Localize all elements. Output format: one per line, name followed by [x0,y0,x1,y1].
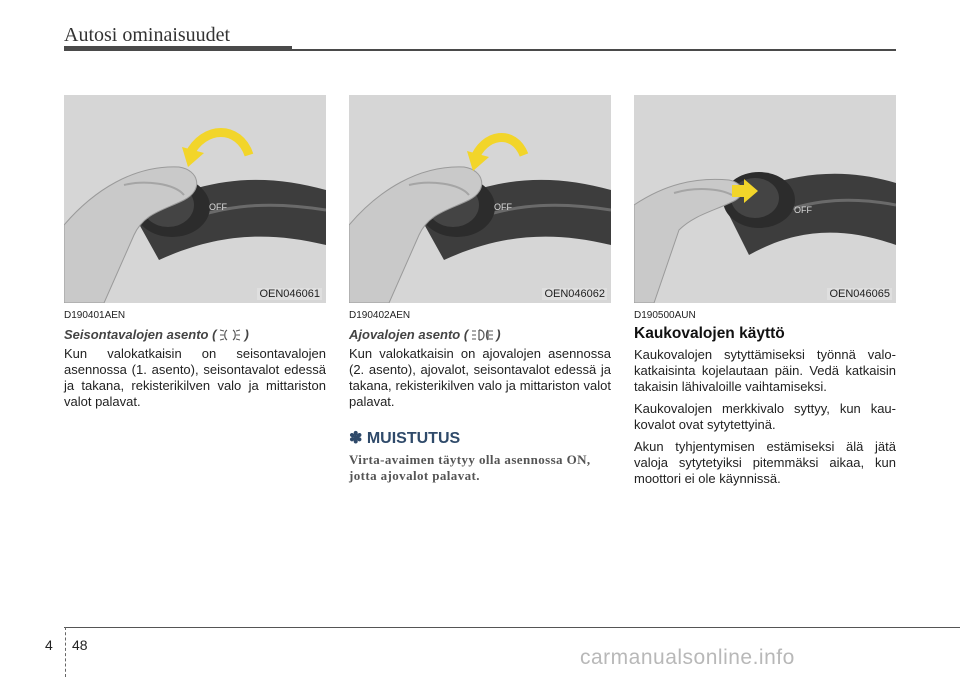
column-parking-lights [64,95,326,410]
svg-text:OFF: OFF [209,202,227,212]
header-rule-thick [64,46,292,51]
svg-text:OFF: OFF [494,202,512,212]
body-paragraph: Kaukovalojen sytyttämiseksi työnnä valokatkaisinta kojelautaan päin. Vedä katkaisin takaisin lähivaloille vaihtamiseksi. [634,347,896,394]
figure-code: OEN046062 [544,288,605,300]
subheading-prefix: Ajovalojen asento ( [349,327,469,342]
page-number: 48 [72,637,88,653]
column-headlights [349,95,611,484]
figure-code: OEN046065 [829,288,890,300]
note-text: Virta-avaimen täytyy olla asennossa ON, jotta ajovalot palavat. [349,452,591,483]
svg-text:OFF: OFF [794,205,812,215]
subheading [64,327,326,342]
subheading-suffix: ) [496,327,501,342]
section-title: Autosi ominaisuudet [64,24,231,46]
subheading [349,327,611,342]
footer-divider [65,627,66,677]
column-high-beam [634,95,896,487]
body-paragraph: Kun valokatkaisin on ajovalojen asennossa (2. asento), ajovalot, seisontavalot edessä ja takana, rekisterikilven valo ja mittariston valot palavat. [349,346,611,409]
header-rule-thin [292,49,896,51]
doc-code: D190401AEN [64,310,126,321]
headlights-icon [470,328,494,342]
figure-code: OEN046061 [259,288,320,300]
subheading-suffix: ) [244,327,249,342]
watermark: carmanualsonline.info [580,646,795,669]
doc-code: D190500AUN [634,310,696,321]
note-title: ✽ MUISTUTUS [349,430,461,447]
light-switch-photo-1 [64,95,326,303]
doc-code: D190402AEN [349,310,411,321]
parking-lights-icon [218,328,242,342]
footer-rule [64,627,960,628]
light-switch-photo-3 [634,95,896,303]
light-switch-photo-2 [349,95,611,303]
body-paragraph: Kaukovalojen merkkivalo syttyy, kun kaukovalot ovat sytytettyinä. [634,401,896,432]
subheading-prefix: Seisontavalojen asento ( [64,327,217,342]
subheading: Kaukovalojen käyttö [634,325,785,342]
body-paragraph: Kun valokatkaisin on seisontavalojen asennossa (1. asento), seisontavalot edessä ja takana, rekisterikilven valo ja mittariston valot palavat. [64,346,326,409]
chapter-number: 4 [45,637,53,653]
body-paragraph: Akun tyhjentymisen estämiseksi älä jätä valoja sytytetyiksi pitemmäksi aikaa, kun moottori ei ole käynnissä. [634,439,896,486]
